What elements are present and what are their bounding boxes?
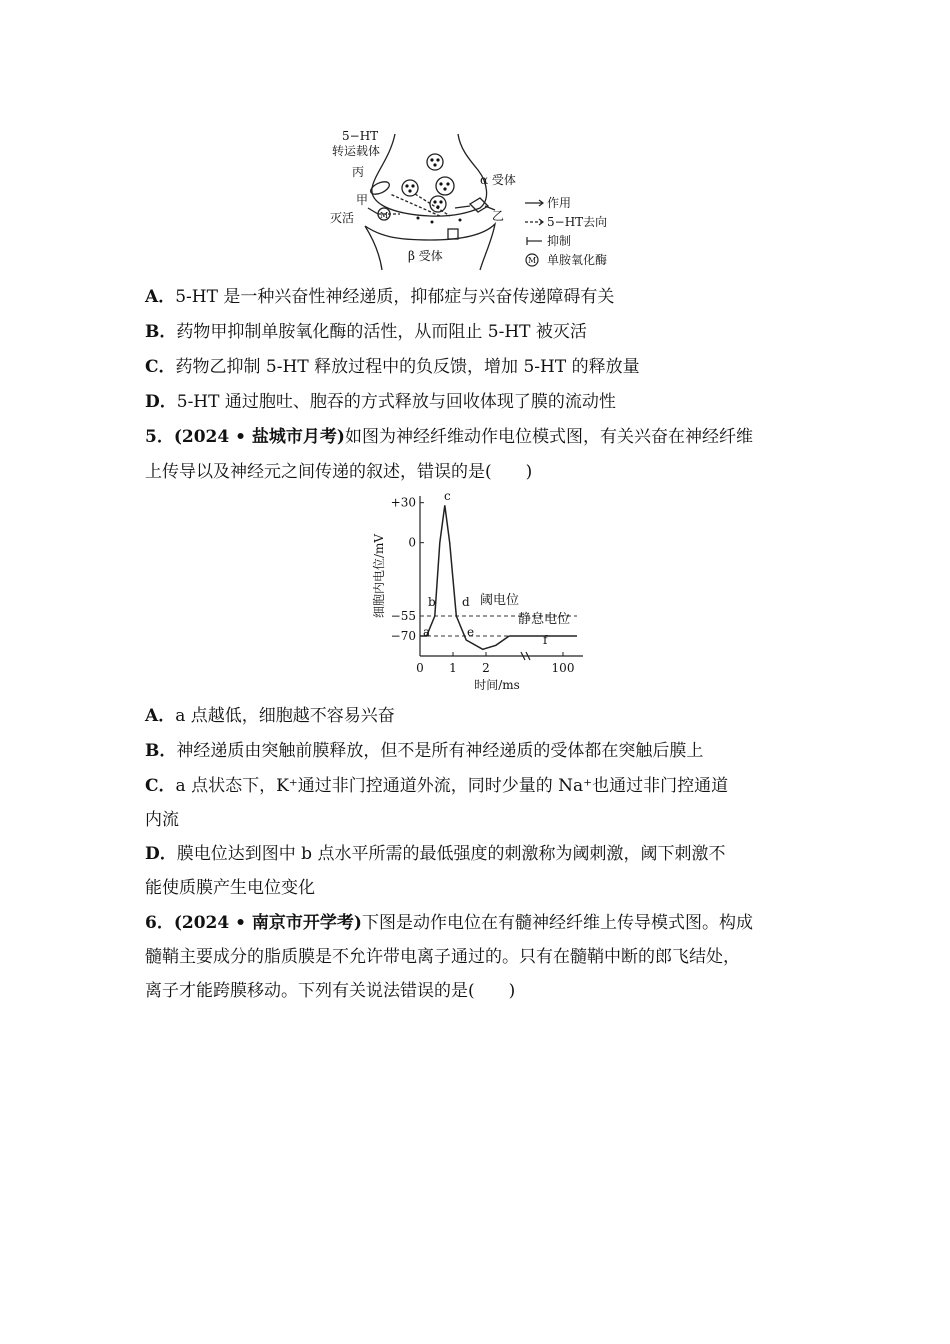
- option-letter: C．: [145, 776, 176, 796]
- postsynaptic-membrane: [365, 224, 495, 270]
- question-number: 5．: [145, 427, 174, 447]
- vesicle-dot: [439, 182, 442, 185]
- x-tick-label: 2: [482, 661, 490, 675]
- option-text: 药物甲抑制单胺氧化酶的活性，从而阻止 5-HT 被灭活: [176, 322, 587, 342]
- q6-stem-line3: [145, 980, 825, 1002]
- feedback-arrow: [455, 206, 470, 208]
- vesicle: [436, 177, 454, 195]
- x-tick-label: 1: [449, 661, 457, 675]
- point-label-e: e: [467, 625, 475, 639]
- option-text: 神经递质由突触前膜释放，但不是所有神经递质的受体都在突触后膜上: [176, 741, 704, 761]
- x-tick-label: 100: [551, 661, 575, 675]
- label-beta: β 受体: [408, 249, 443, 263]
- question-stem: 如图为神经纤维动作电位模式图，有关兴奋在神经纤维: [344, 427, 753, 447]
- y-tick-label: −55: [390, 609, 416, 623]
- point-label-d: d: [462, 595, 470, 609]
- question-number: 6．: [145, 913, 174, 933]
- option-text: 内流: [145, 810, 179, 830]
- option-letter: D．: [145, 844, 177, 864]
- vesicle-dot: [433, 200, 436, 203]
- label-miehuo: 灭活: [330, 211, 355, 225]
- release-arrow: [415, 194, 450, 216]
- option-text: a 点状态下，K⁺通过非门控通道外流，同时少量的 Na⁺也通过非门控通道: [175, 776, 729, 796]
- option-letter: B．: [145, 741, 177, 761]
- q5-option-c-line1: [145, 775, 825, 797]
- synapse-diagram: [320, 128, 640, 273]
- q4-option-a: [145, 286, 825, 308]
- cleft-dot: [417, 217, 420, 220]
- vesicle: [427, 154, 443, 170]
- question-stem: 髓鞘主要成分的脂质膜是不允许带电离子通过的。只有在髓鞘中断的郎飞结处，: [145, 947, 740, 967]
- q5-stem-line2: [145, 461, 825, 483]
- point-label-a: a: [423, 625, 431, 639]
- option-text: 5-HT 是一种兴奋性神经递质，抑郁症与兴奋传递障碍有关: [175, 287, 615, 307]
- point-label-c: c: [444, 489, 451, 503]
- potential-curve: [420, 505, 509, 649]
- vesicle-dot: [430, 158, 433, 161]
- point-label-f: f: [543, 633, 548, 647]
- legend-mao: 单胺氧化酶: [547, 253, 608, 267]
- question-stem: 上传导以及神经元之间传递的叙述，错误的是( ): [145, 462, 533, 482]
- label-yi: 乙: [492, 209, 505, 223]
- q5-option-d-line2: [145, 877, 825, 899]
- y-tick-label: 0: [408, 535, 416, 550]
- option-letter: A．: [145, 287, 176, 307]
- vesicle: [402, 180, 418, 196]
- legend-yizhi: 抑制: [547, 234, 572, 248]
- q4-option-b: [145, 321, 825, 343]
- point-label-b: b: [428, 595, 436, 609]
- option-text: 药物乙抑制 5-HT 释放过程中的负反馈，增加 5-HT 的释放量: [175, 357, 640, 377]
- ref-label-resting: 静息电位: [518, 612, 571, 627]
- option-text: 5-HT 通过胞吐、胞吞的方式释放与回收体现了膜的流动性: [176, 392, 616, 412]
- question-source: (2024 • 盐城市月考): [173, 427, 345, 447]
- q6-stem-line2: [145, 946, 825, 968]
- vesicle-dot: [405, 184, 408, 187]
- option-letter: A．: [145, 706, 176, 726]
- x-tick-label: 0: [416, 661, 424, 675]
- question-stem: 离子才能跨膜移动。下列有关说法错误的是( ): [145, 981, 516, 1001]
- q5-option-d-line1: [145, 843, 825, 865]
- label-jia: 甲: [356, 193, 369, 207]
- label-m: M: [380, 211, 389, 220]
- option-letter: D．: [145, 392, 177, 412]
- q5-option-a: [145, 705, 825, 727]
- q4-option-c: [145, 356, 825, 378]
- ref-label-threshold: 阈电位: [480, 593, 520, 608]
- vesicle: [430, 196, 446, 212]
- label-transporter: 转运载体: [332, 144, 381, 158]
- label-alpha: α 受体: [480, 173, 516, 187]
- q5-stem-line1: [145, 426, 825, 448]
- legend-zuoyong: 作用: [547, 196, 572, 210]
- y-tick-label: −70: [390, 629, 416, 643]
- option-letter: B．: [145, 322, 177, 342]
- q6-stem-line1: [145, 912, 825, 934]
- x-axis-label: 时间/ms: [474, 678, 520, 692]
- option-text: a 点越低，细胞越不容易兴奋: [175, 706, 395, 726]
- y-axis-label: 细胞内电位/mV: [372, 533, 386, 619]
- transporter-ellipse: [369, 179, 391, 197]
- legend-5ht-quxiang: 5−HT去向: [547, 215, 608, 229]
- option-letter: C．: [145, 357, 176, 377]
- label-bing: 丙: [352, 165, 365, 179]
- action-potential-chart: [365, 490, 595, 695]
- option-text: 膜电位达到图中 b 点水平所需的最低强度的刺激称为阈刺激，阈下刺激不: [176, 844, 726, 864]
- q5-option-b: [145, 740, 825, 762]
- q5-option-c-line2: [145, 809, 825, 831]
- q4-option-d: [145, 391, 825, 413]
- y-tick-label: +30: [390, 495, 416, 510]
- question-stem: 下图是动作电位在有髓神经纤维上传导模式图。构成: [361, 913, 753, 933]
- option-text: 能使质膜产生电位变化: [145, 878, 315, 898]
- question-source: (2024 • 南京市开学考): [173, 913, 362, 933]
- legend-m: M: [528, 256, 537, 265]
- beta-receptor: [448, 229, 458, 239]
- label-5ht: 5−HT: [342, 129, 379, 143]
- inhibit-line-jia: [368, 208, 378, 214]
